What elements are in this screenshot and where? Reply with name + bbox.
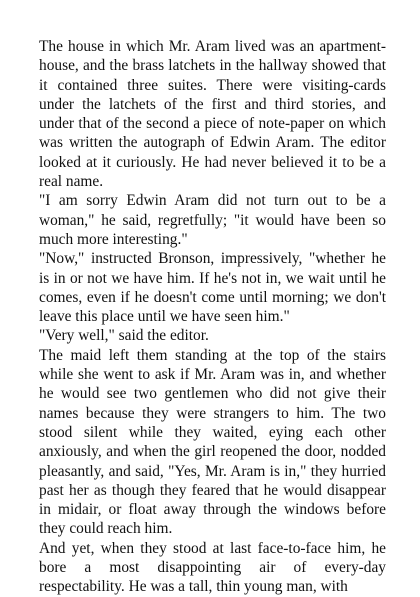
paragraph-2: "I am sorry Edwin Aram did not turn out to be a woman," he said, regretfully; "it would have been so much more interesting." <box>39 192 386 248</box>
paragraph-4: "Very well," said the editor. <box>39 327 209 345</box>
paragraph-1: The house in which Mr. Aram lived was an apartment-house, and the brass latchets in the hallway showed that it contained three suites. There were visiting-cards under the latchets of the first and third stories, and under that of the second a piece of note-paper on which was written the autograph of Edwin Aram. The editor looked at it curiously. He had never believed it to be a real name. <box>39 38 386 191</box>
paragraph-3: "Now," instructed Bronson, impressively, "whether he is in or not we have him. If he's not in, we wait until he comes, even if he doesn't come until morning; we don't leave this place until we have seen him." <box>39 250 386 326</box>
paragraph-5: The maid left them standing at the top of the stairs while she went to ask if Mr. Aram was in, and whether he would see two gentlemen who did not give their names because they were strangers to him. The two stood silent while they waited, eying each other anxiously, and when the girl reopened the door, nodded pleasantly, and said, "Yes, Mr. Aram is in," they hurried past her as though they feared that he would disappear in midair, or float away through the windows before they could reach him. <box>39 346 386 538</box>
document-page <box>39 37 386 597</box>
paragraph-6: And yet, when they stood at last face-to-face him, he bore a most disappointing air of every-day respectability. He was a tall, thin young man, with <box>39 539 386 596</box>
